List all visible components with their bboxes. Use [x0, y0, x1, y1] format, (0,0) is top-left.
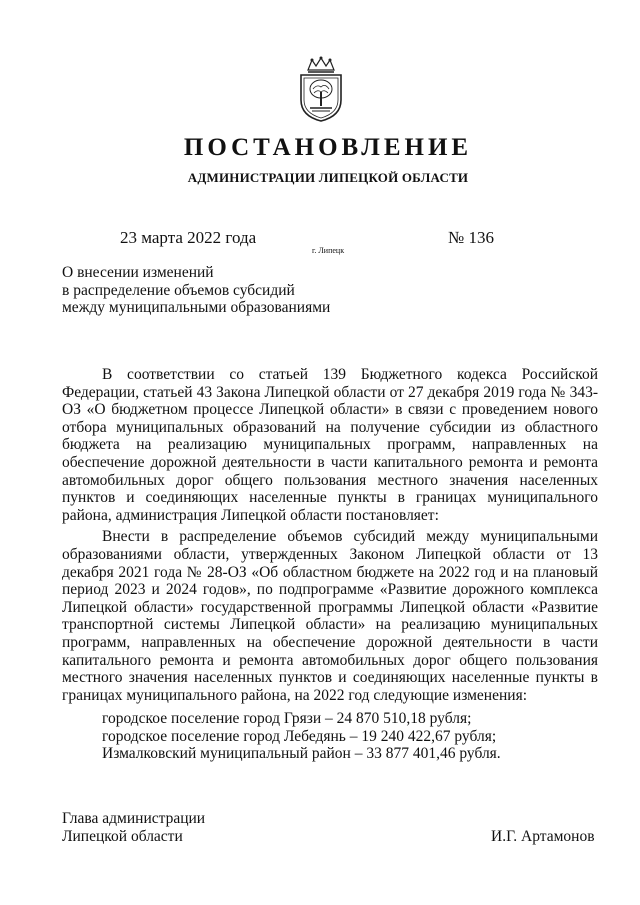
document-body [62, 366, 598, 763]
signer-position-line: Липецкой области [62, 827, 183, 845]
subject-line: в распределение объемов субсидий [62, 281, 295, 299]
issuing-authority: АДМИНИСТРАЦИИ ЛИПЕЦКОЙ ОБЛАСТИ [187, 170, 469, 185]
signer-position [62, 810, 205, 845]
decision-paragraph: Внести в распределение объемов субсидий между муниципальными образованиями области, утвержденных Законом Липецкой области от 13 декабря 2021 года № 28-ОЗ «Об областном бюджете на 2022 год и на плановый период 2023 и 2024 годов», по подпрограмме «Развитие дорожного комплекса Липецкой области» государственной программы Липецкой области «Развитие транспортной системы Липецкой области» на реализацию муниципальных программ, направленных на обеспечение дорожной деятельности в части капитального ремонта и ремонта автомобильных дорог общего пользования местного значения населенных пунктов и соединяющих населенные пункты в границах муниципального района, на 2022 год следующие изменения: [62, 528, 598, 704]
document-date: 23 марта 2022 года [120, 228, 257, 247]
subsidy-list [102, 710, 598, 763]
signer-position-line: Глава администрации [62, 810, 206, 827]
subsidy-item: городское поселение город Грязи – 24 870 510,18 рубля; [102, 710, 472, 728]
subsidy-item: городское поселение город Лебедянь – 19 240 422,67 рубля; [102, 727, 497, 745]
signer-name: И.Г. Артамонов [491, 828, 595, 845]
subject-line: О внесении изменений [62, 264, 214, 281]
document-subject [62, 264, 330, 317]
document-title: ПОСТАНОВЛЕНИЕ [183, 134, 473, 161]
coat-of-arms-icon [296, 56, 346, 122]
preamble-paragraph: В соответствии со статьей 139 Бюджетного кодекса Российской Федерации, статьей 43 Закона Липецкой области от 27 декабря 2019 года № 343-ОЗ «О бюджетном процессе Липецкой области» в связи с проведением нового отбора муниципальных образований на получение субсидии из областного бюджета на реализацию муниципальных программ, направленных на обеспечение дорожной деятельности в части капитального ремонта и ремонта автомобильных дорог общего пользования местного значения населенных пунктов и соединяющих населенные пункты в границах муниципального района, администрация Липецкой области постановляет: [62, 366, 598, 524]
subsidy-item: Измалковский муниципальный район – 33 877 401,46 рубля. [102, 745, 501, 763]
document-city: г. Липецк [312, 246, 345, 255]
subject-line: между муниципальными образованиями [62, 299, 331, 316]
document-number: № 136 [448, 228, 494, 247]
